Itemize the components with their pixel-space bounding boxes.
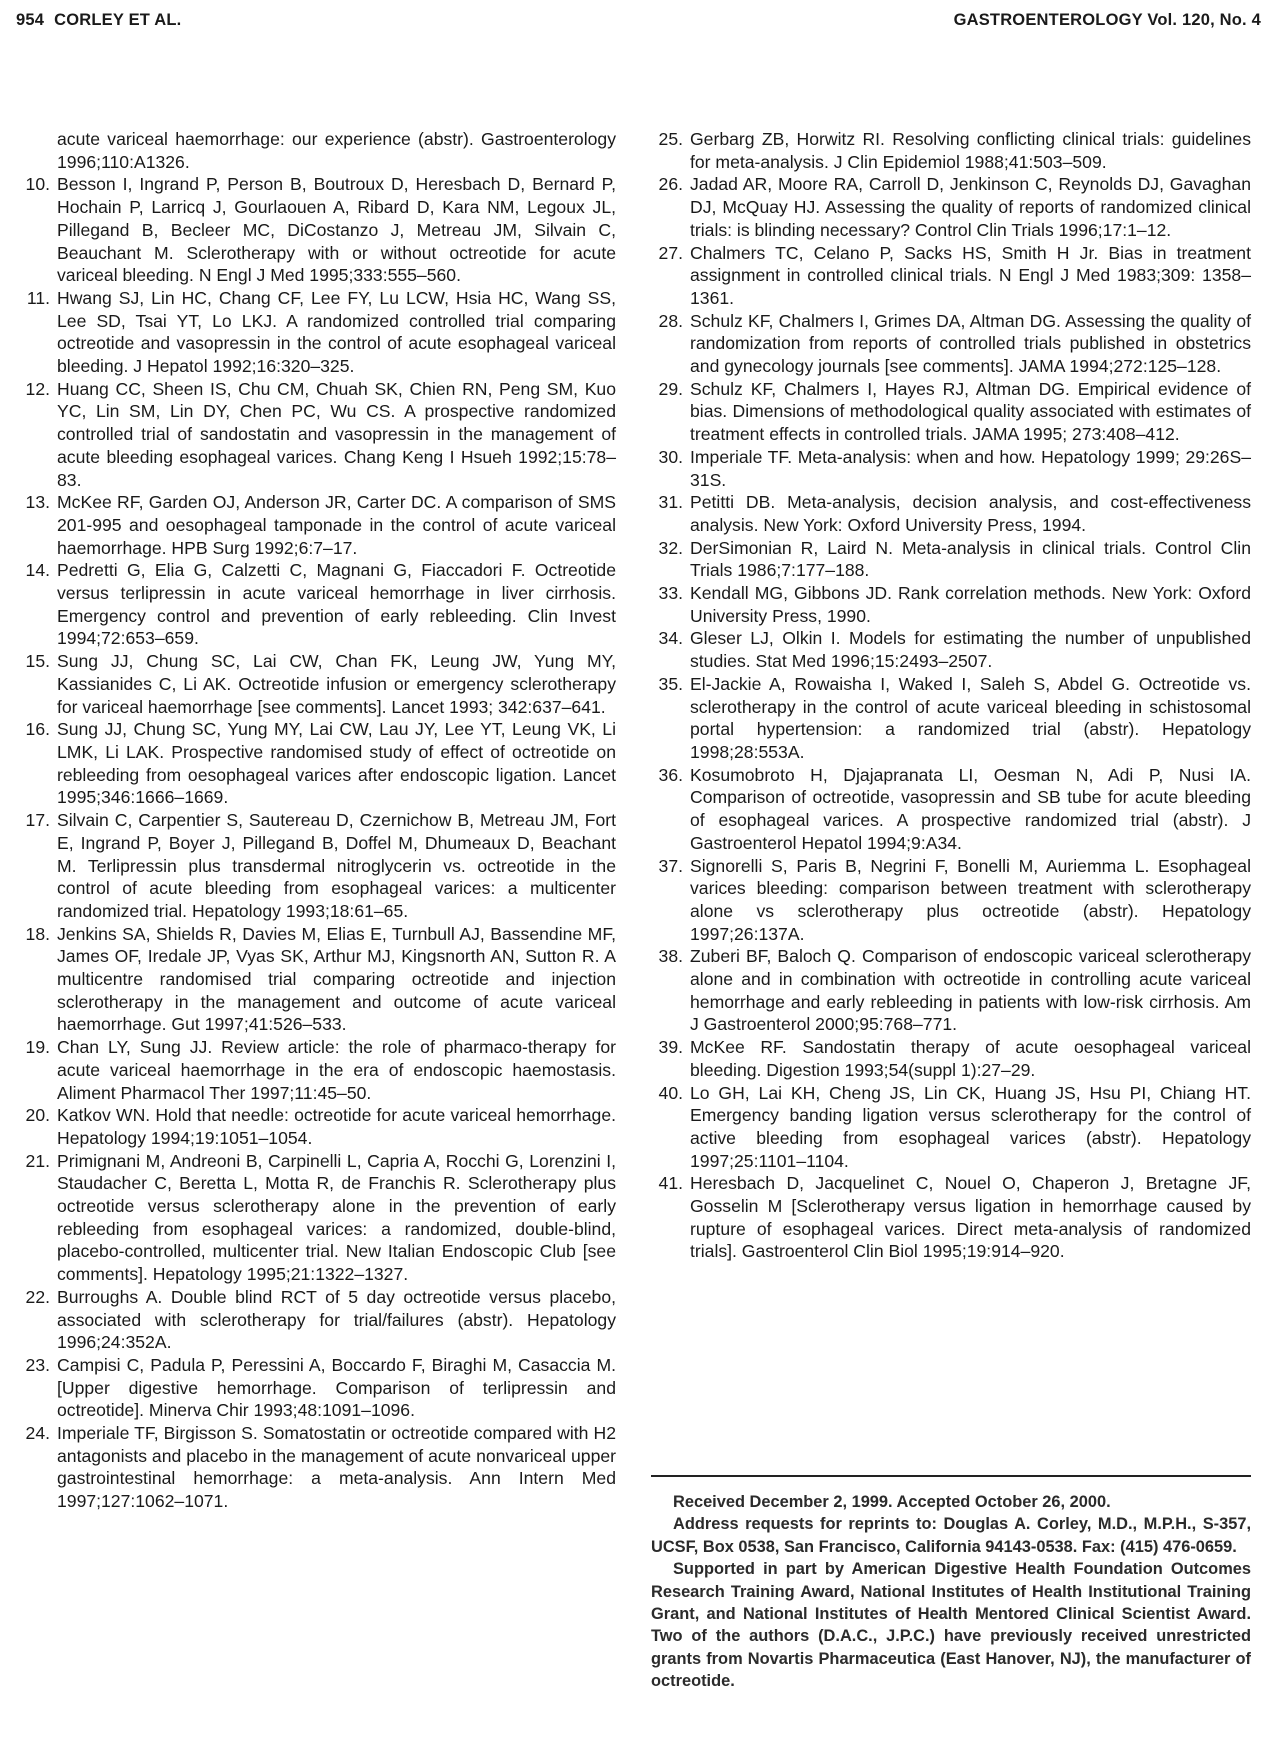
reference-item xyxy=(16,1422,616,1513)
reference-item xyxy=(649,378,1251,446)
reference-item xyxy=(16,1036,616,1104)
reference-text: DerSimonian R, Laird N. Meta-analysis in clinical trials. Control Clin Trials 1986;7:177–188. xyxy=(690,537,1251,581)
reference-item xyxy=(649,582,1251,627)
received-note: Received December 2, 1999. Accepted October 26, 2000. xyxy=(673,1493,1111,1511)
reference-item xyxy=(16,1354,616,1422)
reference-continuation: acute variceal haemorrhage: our experience (abstr). Gastroenterology 1996;110:A1326. xyxy=(57,129,616,172)
reference-item xyxy=(16,1150,616,1286)
reference-number: 16. xyxy=(25,719,50,740)
reference-item xyxy=(649,764,1251,855)
reference-text: Petitti DB. Meta-analysis, decision analysis, and cost-effectiveness analysis. New York: Oxford University Press, 1994. xyxy=(690,492,1251,535)
reference-item xyxy=(16,718,616,809)
reference-text: Sung JJ, Chung SC, Yung MY, Lai CW, Lau JY, Lee YT, Leung VK, Li LMK, Li LAK. Prospective randomised study of effect of octreotide on rebleeding from oesophageal varices after endoscopic ligation. Lancet 1995;346:1666–1669. xyxy=(57,719,616,808)
reference-text: Kosumobroto H, Djajapranata LI, Oesman N, Adi P, Nusi IA. Comparison of octreotide, vasopressin and SB tube for acute bleeding of esophageal varices. A prospective randomized trial (abstr). J Gastroenterol Hepatol 1994;9:A34. xyxy=(690,764,1251,853)
support-note: Supported in part by American Digestive Health Foundation Outcomes Research Training Award, National Institutes of Health Institutional Training Grant, and National Institutes of Health Mentored Clinical Scientist Award. Two of the authors (D.A.C., J.P.C.) have previously received unrestricted grants from Novartis Pharmaceutica (East Hanover, NJ), the manufacturer of octreotide. xyxy=(651,1560,1251,1691)
reference-text: Silvain C, Carpentier S, Sautereau D, Czernichow B, Metreau JM, Fort E, Ingrand P, Boyer J, Pillegand B, Doffel M, Dhumeaux D, Beachant M. Terlipressin plus transdermal nitroglycerin vs. octreotide in the control of acute bleeding from esophageal varices: a multicenter randomized trial. Hepatology 1993;18:61–65. xyxy=(57,810,616,921)
reference-item xyxy=(649,173,1251,241)
reference-text: Primignani M, Andreoni B, Carpinelli L, Capria A, Rocchi G, Lorenzini I, Staudacher C, Beretta L, Motta R, de Franchis R. Sclerotherapy plus octreotide versus sclerotherapy alone in the prevention of early rebleeding from esophageal varices: a randomized, double-blind, placebo-controlled, multicenter trial. New Italian Endoscopic Club [see comments]. Hepatology 1995;21:1322–1327. xyxy=(57,1150,616,1285)
reference-number: 33. xyxy=(658,583,683,604)
reference-number: 34. xyxy=(658,628,683,649)
reference-number: 27. xyxy=(658,242,683,263)
reference-item xyxy=(16,809,616,923)
reference-item xyxy=(16,1286,616,1354)
reference-list-right xyxy=(649,128,1251,1263)
reference-number: 21. xyxy=(25,1150,50,1171)
reference-text: Imperiale TF, Birgisson S. Somatostatin or octreotide compared with H2 antagonists and placebo in the management of acute nonvariceal upper gastrointestinal hemorrhage: a meta-analysis. Ann Intern Med 1997;127:1062–1071. xyxy=(57,1423,616,1512)
reference-number: 41. xyxy=(658,1173,683,1194)
article-footnotes xyxy=(651,1475,1251,1693)
reference-number: 35. xyxy=(658,673,683,694)
reference-number: 40. xyxy=(658,1082,683,1103)
reference-text: McKee RF. Sandostatin therapy of acute oesophageal variceal bleeding. Digestion 1993;54(suppl 1):27–29. xyxy=(690,1037,1251,1080)
reference-number: 30. xyxy=(658,446,683,467)
reference-text: Chalmers TC, Celano P, Sacks HS, Smith H Jr. Bias in treatment assignment in controlled clinical trials. N Engl J Med 1983;309: 1358–1361. xyxy=(690,242,1251,308)
reference-item xyxy=(16,287,616,378)
running-head-authors: CORLEY ET AL. xyxy=(54,11,182,29)
reference-text: Chan LY, Sung JJ. Review article: the role of pharmaco-therapy for acute variceal haemorrhage in the era of endoscopic haemostasis. Aliment Pharmacol Ther 1997;11:45–50. xyxy=(57,1037,616,1103)
reference-list-left xyxy=(16,173,616,1512)
reference-number: 31. xyxy=(658,492,683,513)
running-head-left xyxy=(16,11,181,30)
reference-item xyxy=(649,491,1251,536)
reference-item xyxy=(649,1036,1251,1081)
reference-item xyxy=(649,242,1251,310)
reference-text: Heresbach D, Jacquelinet C, Nouel O, Chaperon J, Bretagne JF, Gosselin M [Sclerotherapy versus ligation in hemorrhage caused by rupture of esophageal varices. Direct meta-analysis of randomized trials]. Gastroenterol Clin Biol 1995;19:914–920. xyxy=(690,1173,1251,1262)
reference-text: Kendall MG, Gibbons JD. Rank correlation methods. New York: Oxford University Press, 1990. xyxy=(690,583,1251,626)
reference-text: Besson I, Ingrand P, Person B, Boutroux D, Heresbach D, Bernard P, Hochain P, Larricq J, Gourlaouen A, Ribard D, Kara NM, Legoux JL, Pillegand B, Becleer MC, DiCostanzo J, Metreau JM, Silvain C, Beauchant M. Sclerotherapy with or without octreotide for acute variceal bleeding. N Engl J Med 1995;333:555–560. xyxy=(57,174,616,286)
reference-item xyxy=(649,310,1251,378)
reference-item xyxy=(649,673,1251,764)
reference-item xyxy=(649,1082,1251,1173)
reference-number: 24. xyxy=(25,1423,50,1444)
reference-number: 12. xyxy=(25,378,50,399)
reference-text: Zuberi BF, Baloch Q. Comparison of endoscopic variceal sclerotherapy alone and in combination with octreotide in controlling acute variceal hemorrhage and early rebleeding in patients with low-risk cirrhosis. Am J Gastroenterol 2000;95:768–771. xyxy=(690,946,1251,1035)
reference-text: Burroughs A. Double blind RCT of 5 day octreotide versus placebo, associated with sclerotherapy for trial/failures (abstr). Hepatology 1996;24:352A. xyxy=(57,1286,616,1353)
reference-text: Jadad AR, Moore RA, Carroll D, Jenkinson C, Reynolds DJ, Gavaghan DJ, McQuay HJ. Assessing the quality of reports of randomized clinical trials: is blinding necessary? Control Clin Trials 1996;17:1–12. xyxy=(690,174,1251,240)
reference-number: 13. xyxy=(25,492,50,513)
reprint-address-note: Address requests for reprints to: Douglas A. Corley, M.D., M.P.H., S-357, UCSF, Box 0538, San Francisco, California 94143-0538. Fax: (415) 476-0659. xyxy=(651,1515,1251,1556)
reference-item xyxy=(649,1172,1251,1263)
reference-number: 15. xyxy=(25,651,50,672)
reference-number: 22. xyxy=(25,1286,50,1307)
left-column xyxy=(16,128,616,1513)
reference-text: Sung JJ, Chung SC, Lai CW, Chan FK, Leung JW, Yung MY, Kassianides C, Li AK. Octreotide infusion or emergency sclerotherapy for variceal haemorrhage [see comments]. Lancet 1993; 342:637–641. xyxy=(57,651,616,717)
reference-number: 17. xyxy=(25,810,50,831)
reference-number: 29. xyxy=(658,378,683,399)
reference-text: Katkov WN. Hold that needle: octreotide for acute variceal hemorrhage. Hepatology 1994;19:1051–1054. xyxy=(57,1105,616,1148)
reference-item xyxy=(16,650,616,718)
reference-text: Gleser LJ, Olkin I. Models for estimating the number of unpublished studies. Stat Med 1996;15:2493–2507. xyxy=(690,628,1251,672)
reference-number: 26. xyxy=(658,174,683,195)
reference-item xyxy=(16,173,616,287)
reference-number: 19. xyxy=(25,1037,50,1058)
reference-number: 11. xyxy=(26,287,50,308)
reference-number: 32. xyxy=(658,537,683,558)
running-head-journal: GASTROENTEROLOGY Vol. 120, No. 4 xyxy=(953,11,1261,29)
reference-text: Schulz KF, Chalmers I, Grimes DA, Altman DG. Assessing the quality of randomization from reports of controlled trials published in obstetrics and gynecology journals [see comments]. JAMA 1994;272:125–128. xyxy=(690,310,1251,377)
reference-text: Schulz KF, Chalmers I, Hayes RJ, Altman DG. Empirical evidence of bias. Dimensions of methodological quality associated with estimates of treatment effects in controlled trials. JAMA 1995; 273:408–412. xyxy=(690,378,1251,445)
reference-text: Hwang SJ, Lin HC, Chang CF, Lee FY, Lu LCW, Hsia HC, Wang SS, Lee SD, Tsai YT, Lo LKJ. A randomized controlled trial comparing octreotide and vasopressin in the control of acute esophageal variceal bleeding. J Hepatol 1992;16:320–325. xyxy=(57,287,616,377)
reference-item xyxy=(16,923,616,1037)
reference-number: 23. xyxy=(25,1354,50,1375)
reference-number: 25. xyxy=(658,129,683,149)
reference-item xyxy=(649,945,1251,1036)
reference-item xyxy=(16,491,616,559)
right-column xyxy=(649,128,1251,1263)
reference-item xyxy=(16,378,616,492)
reference-text: El-Jackie A, Rowaisha I, Waked I, Saleh S, Abdel G. Octreotide vs. sclerotherapy in the control of acute variceal bleeding in schistosomal portal hypertension: a randomized trial (abstr). Hepatology 1998;28:553A. xyxy=(690,673,1251,762)
reference-item xyxy=(649,627,1251,672)
reference-number: 39. xyxy=(658,1037,683,1058)
reference-text: Signorelli S, Paris B, Negrini F, Bonelli M, Auriemma L. Esophageal varices bleeding: comparison between treatment with sclerotherapy alone vs sclerotherapy plus octreotide (abstr). Hepatology 1997;26:137A. xyxy=(690,855,1251,944)
reference-item xyxy=(649,446,1251,491)
reference-number: 20. xyxy=(25,1105,50,1126)
page-number: 954 xyxy=(16,11,45,29)
reference-text: McKee RF, Garden OJ, Anderson JR, Carter DC. A comparison of SMS 201-995 and oesophageal tamponade in the control of acute variceal haemorrhage. HPB Surg 1992;6:7–17. xyxy=(57,492,616,558)
reference-text: Campisi C, Padula P, Peressini A, Boccardo F, Biraghi M, Casaccia M. [Upper digestive hemorrhage. Comparison of terlipressin and octreotide]. Minerva Chir 1993;48:1091–1096. xyxy=(57,1354,616,1421)
reference-number: 37. xyxy=(658,855,683,876)
reference-item xyxy=(649,855,1251,946)
reference-number: 18. xyxy=(25,923,50,944)
reference-item xyxy=(649,537,1251,582)
reference-text: Pedretti G, Elia G, Calzetti C, Magnani G, Fiaccadori F. Octreotide versus terlipressin in acute variceal hemorrhage in liver cirrhosis. Emergency control and prevention of early rebleeding. Clin Invest 1994;72:653–659. xyxy=(57,560,616,649)
reference-text: Imperiale TF. Meta-analysis: when and how. Hepatology 1999; 29:26S–31S. xyxy=(690,446,1251,490)
reference-text: Jenkins SA, Shields R, Davies M, Elias E, Turnbull AJ, Bassendine MF, James OF, Iredale JP, Vyas SK, Arthur MJ, Kingsnorth AN, Sutton R. A multicentre randomised trial comparing octreotide and injection sclerotherapy in the management and outcome of acute variceal haemorrhage. Gut 1997;41:526–533. xyxy=(57,923,616,1035)
reference-number: 28. xyxy=(658,310,683,331)
reference-item xyxy=(16,1104,616,1149)
reference-text: Huang CC, Sheen IS, Chu CM, Chuah SK, Chien RN, Peng SM, Kuo YC, Lin SM, Lin DY, Chen PC, Wu CS. A prospective randomized controlled trial of sandostatin and vasopressin in the management of acute bleeding esophageal varices. Chang Keng I Hsueh 1992;15:78–83. xyxy=(57,378,616,490)
reference-number: 10. xyxy=(25,174,50,195)
reference-number: 38. xyxy=(658,946,683,967)
reference-number: 14. xyxy=(25,560,50,581)
running-head xyxy=(0,9,1269,39)
reference-item xyxy=(16,559,616,650)
reference-item xyxy=(649,128,1251,173)
reference-number: 36. xyxy=(658,764,683,785)
reference-text: Gerbarg ZB, Horwitz RI. Resolving conflicting clinical trials: guidelines for meta-analysis. J Clin Epidemiol 1988;41:503–509. xyxy=(690,129,1251,172)
reference-text: Lo GH, Lai KH, Cheng JS, Lin CK, Huang JS, Hsu PI, Chiang HT. Emergency banding ligation versus sclerotherapy for the control of active bleeding from esophageal varices (abstr). Hepatology 1997;25:1101–1104. xyxy=(690,1082,1251,1171)
